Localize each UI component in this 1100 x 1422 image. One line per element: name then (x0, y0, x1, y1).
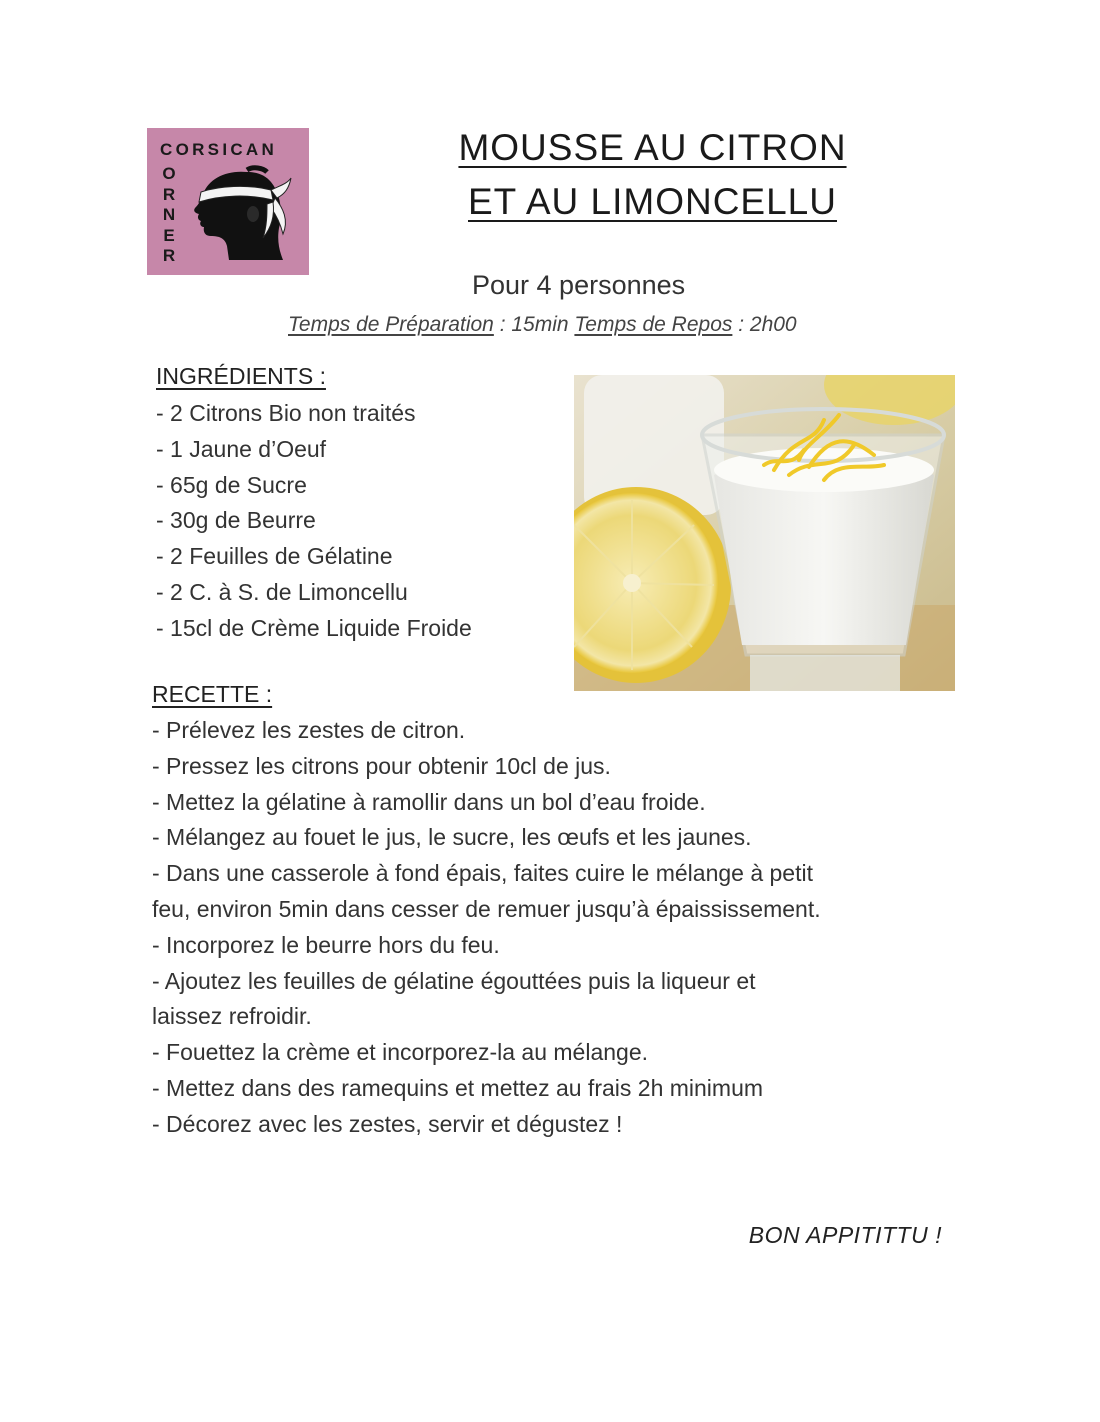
logo-letter: R (162, 184, 176, 204)
ingredient-item: - 2 Feuilles de Gélatine (156, 543, 393, 570)
logo-letter: R (162, 246, 176, 265)
logo-word-orner-vertical (161, 164, 177, 267)
recipe-line: - Pressez les citrons pour obtenir 10cl de jus. (152, 752, 611, 779)
recipe-line: - Prélevez les zestes de citron. (152, 717, 466, 743)
ingredient-item: - 15cl de Crème Liquide Froide (156, 614, 472, 641)
recipe-title-line-2: ET AU LIMONCELLU (468, 181, 837, 222)
ingredient-item: - 30g de Beurre (156, 507, 316, 534)
ingredient-item: - 65g de Sucre (156, 471, 307, 498)
recipe-heading: RECETTE : (152, 681, 273, 707)
logo-word-corsican: CORSICAN (160, 140, 278, 159)
recipe-line: feu, environ 5min dans cesser de remuer jusqu’à épaississement. (152, 895, 821, 922)
corsican-corner-logo (147, 128, 309, 275)
recipe-line: laissez refroidir. (152, 1003, 312, 1030)
ingredient-item: - 2 Citrons Bio non traités (156, 400, 416, 426)
ingredient-item: - 1 Jaune d’Oeuf (156, 435, 327, 462)
moor-head-icon (187, 164, 303, 264)
ingredient-item: - 2 C. à S. de Limoncellu (156, 578, 408, 605)
recipe-line: - Mélangez au fouet le jus, le sucre, les œufs et les jaunes. (152, 824, 752, 851)
rest-time-label: Temps de Repos (574, 313, 733, 336)
recipe-line: - Fouettez la crème et incorporez-la au mélange. (152, 1039, 649, 1066)
time-info (288, 313, 797, 337)
lemon-mousse-photo (574, 375, 955, 691)
logo-letter: O (162, 164, 176, 183)
recipe-line: - Dans une casserole à fond épais, faites cuire le mélange à petit (152, 860, 813, 887)
recipe-title-line-1: MOUSSE AU CITRON (458, 127, 847, 168)
recipe-line: - Décorez avec les zestes, servir et dégustez ! (152, 1110, 623, 1137)
logo-letter: N (162, 205, 176, 224)
servings-text: Pour 4 personnes (472, 270, 686, 300)
recipe-steps (152, 713, 952, 1143)
recipe-line: - Incorporez le beurre hors du feu. (152, 931, 500, 958)
ingredients-heading: INGRÉDIENTS : (156, 363, 326, 389)
ingredients-list (156, 396, 472, 647)
recipe-line: - Mettez dans des ramequins et mettez au frais 2h minimum (152, 1074, 764, 1101)
prep-time-label: Temps de Préparation (288, 313, 494, 336)
recipe-line: - Ajoutez les feuilles de gélatine égouttées puis la liqueur et (152, 967, 756, 994)
closing-text: BON APPITITTU ! (748, 1222, 942, 1248)
rest-time-value: : 2h00 (732, 313, 797, 336)
prep-time-value: : 15min (493, 313, 569, 336)
logo-letter: E (163, 225, 175, 245)
recipe-line: - Mettez la gélatine à ramollir dans un bol d’eau froide. (152, 788, 706, 815)
